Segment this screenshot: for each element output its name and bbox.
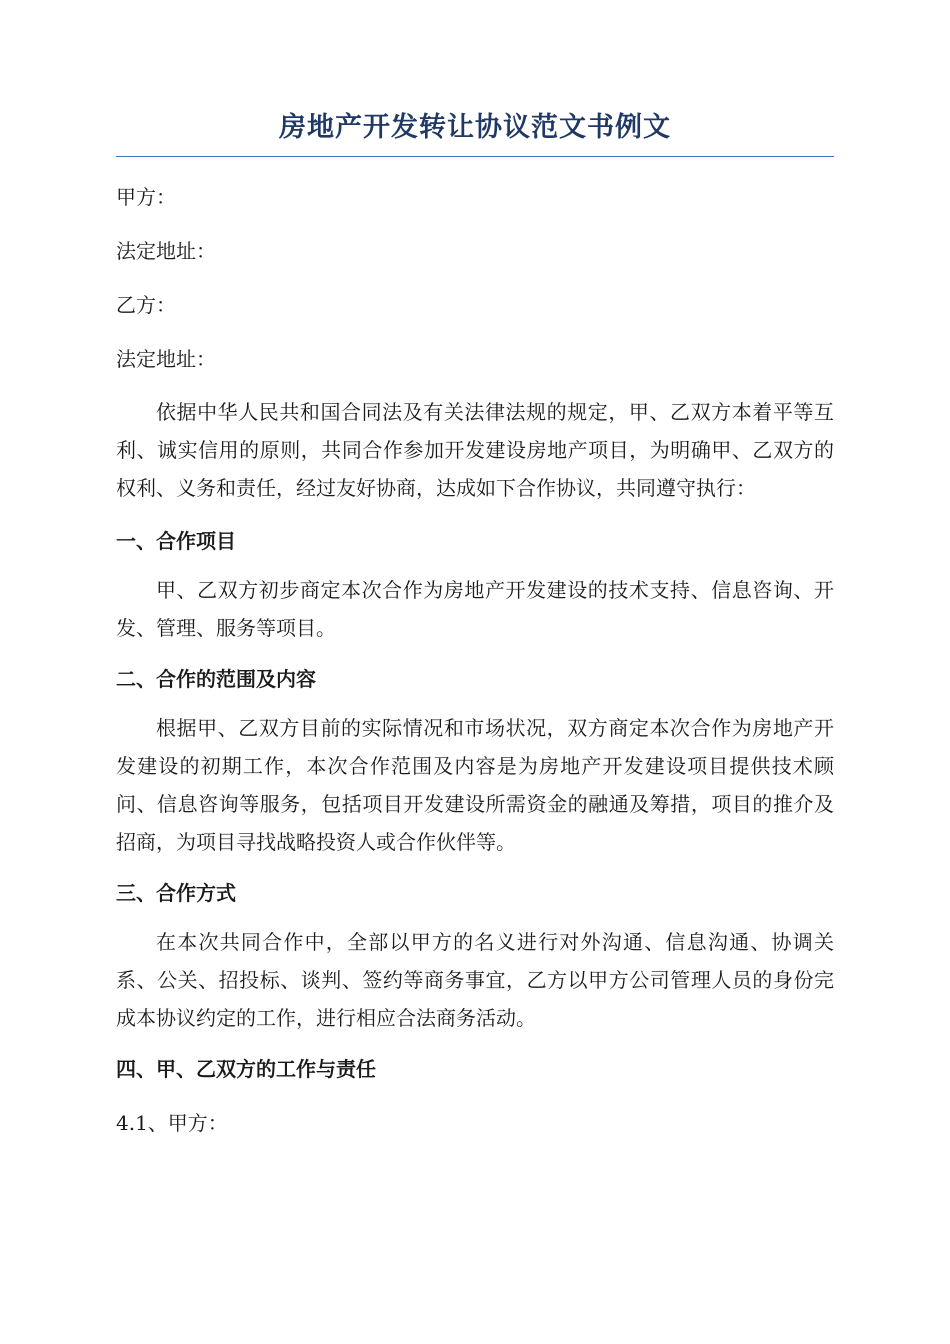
section-body-3: 在本次共同合作中，全部以甲方的名义进行对外沟通、信息沟通、协调关系、公关、招投标、谈判、签约等商务事宜，乙方以甲方公司管理人员的身份完成本协议约定的工作，进行相应合法商务活动。: [116, 930, 834, 1030]
party-b-label: 乙方：: [116, 293, 176, 317]
document-page: [116, 108, 834, 1137]
section-body-1: 甲、乙双方初步商定本次合作为房地产开发建设的技术支持、信息咨询、开发、管理、服务等项目。: [116, 578, 834, 640]
party-a-address-label: 法定地址：: [116, 239, 216, 263]
section-body-2: 根据甲、乙双方目前的实际情况和市场状况，双方商定本次合作为房地产开发建设的初期工作，本次合作范围及内容是为房地产开发建设项目提供技术顾问、信息咨询等服务，包括项目开发建设所需资金的融通及筹措，项目的推介及招商，为项目寻找战略投资人或合作伙伴等。: [116, 716, 834, 854]
section-heading-1: 一、合作项目: [116, 529, 236, 553]
section-heading-2: 二、合作的范围及内容: [116, 667, 316, 691]
section-heading-3: 三、合作方式: [116, 881, 236, 905]
party-a-label: 甲方：: [116, 185, 176, 209]
party-b-address-label: 法定地址：: [116, 347, 216, 371]
preamble-paragraph: 依据中华人民共和国合同法及有关法律法规的规定，甲、乙双方本着平等互利、诚实信用的原则，共同合作参加开发建设房地产项目，为明确甲、乙双方的权利、义务和责任，经过友好协商，达成如下合作协议，共同遵守执行：: [116, 400, 834, 500]
document-title: 房地产开发转让协议范文书例文: [116, 108, 834, 157]
section-heading-4: 四、甲、乙双方的工作与责任: [116, 1057, 376, 1081]
subsection-4-1-label: 4.1、甲方：: [116, 1111, 228, 1135]
